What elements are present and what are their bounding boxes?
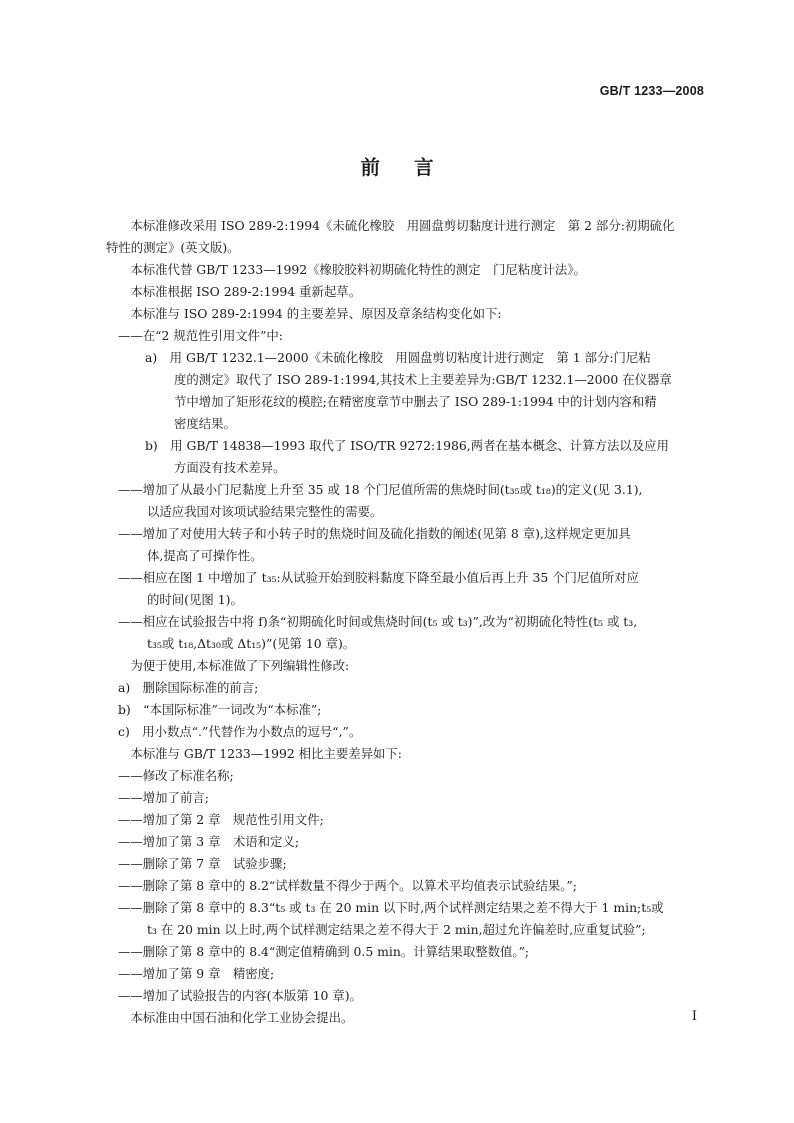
paragraph-line: 为便于使用,本标准做了下列编辑性修改: bbox=[118, 658, 350, 673]
standard-code: GB/T 1233—2008 bbox=[599, 84, 704, 98]
list-item-cont: 密度结果。 bbox=[174, 416, 236, 431]
title-char-1: 前 bbox=[360, 156, 380, 179]
list-item: ——增加了第 3 章 术语和定义; bbox=[118, 834, 300, 849]
list-item: ——删除了第 8 章中的 8.2“试样数量不得少于两个。以算术平均值表示试验结果。”; bbox=[118, 878, 577, 893]
paragraph-line: 本标准根据 ISO 289-2:1994 重新起草。 bbox=[118, 284, 362, 299]
list-item-cont: 体,提高了可操作性。 bbox=[147, 548, 263, 563]
list-item: ——增加了前言; bbox=[118, 790, 209, 805]
list-item: ——增加了第 9 章 精密度; bbox=[118, 966, 275, 981]
list-item: ——在“2 规范性引用文件”中: bbox=[118, 328, 283, 343]
paragraph-line: 本标准代替 GB/T 1233—1992《橡胶胶料初期硫化特性的测定 门尼粘度计法》。 bbox=[118, 262, 586, 277]
list-item: a) 用 GB/T 1232.1—2000《未硫化橡胶 用圆盘剪切粘度计进行测定 第 1 部分:门尼粘 bbox=[145, 350, 651, 365]
list-item: ——相应在图 1 中增加了 t₃₅:从试验开始到胶料黏度下降至最小值后再上升 35 个门尼值所对应 bbox=[118, 570, 639, 585]
list-item: ——增加了对使用大转子和小转子时的焦烧时间及硫化指数的阐述(见第 8 章),这样规定更加具 bbox=[118, 526, 631, 541]
list-item-cont: 方面没有技术差异。 bbox=[174, 460, 286, 475]
list-item: ——删除了第 8 章中的 8.4“测定值精确到 0.5 min。计算结果取整数值。”; bbox=[118, 944, 530, 959]
list-item: ——增加了从最小门尼黏度上升至 35 或 18 个门尼值所需的焦烧时间(t₃₅或 t₁₈)的定义(见 3.1), bbox=[118, 482, 643, 497]
list-item: ——增加了第 2 章 规范性引用文件; bbox=[118, 812, 324, 827]
list-item-cont: 节中增加了矩形花纹的模腔;在精密度章节中删去了 ISO 289-1:1994 中的计划内容和精 bbox=[174, 394, 657, 409]
page-title bbox=[0, 152, 794, 180]
list-item-cont: t₃₅或 t₁₈,Δt₃₀或 Δt₁₅)”(见第 10 章)。 bbox=[147, 636, 356, 651]
list-item: ——相应在试验报告中将 f)条“初期硫化时间或焦烧时间(t₅ 或 t₃)”,改为“初期硫化特性(t₅ 或 t₃, bbox=[118, 614, 638, 629]
paragraph-line: 本标准与 GB/T 1233—1992 相比主要差异如下: bbox=[118, 746, 402, 761]
page-number: I bbox=[691, 1009, 697, 1024]
paragraph-line: 本标准与 ISO 289-2:1994 的主要差异、原因及章条结构变化如下: bbox=[118, 306, 502, 321]
list-item: ——删除了第 7 章 试验步骤; bbox=[118, 856, 287, 871]
paragraph-line: 特性的测定》(英文版)。 bbox=[106, 240, 240, 255]
list-item: b) 用 GB/T 14838—1993 取代了 ISO/TR 9272:1986,两者在基本概念、计算方法以及应用 bbox=[145, 438, 669, 453]
title-char-2: 言 bbox=[414, 156, 434, 179]
list-item: c) 用小数点“.”代替作为小数点的逗号“,”。 bbox=[118, 724, 362, 739]
list-item-cont: t₃ 在 20 min 以上时,两个试样测定结果之差不得大于 2 min,超过允许偏差时,应重复试验”; bbox=[147, 922, 646, 937]
list-item-cont: 以适应我国对该项试验结果完整性的需要。 bbox=[147, 504, 383, 519]
list-item-cont: 的时间(见图 1)。 bbox=[147, 592, 243, 607]
list-item: b) “本国际标准”一词改为“本标准”; bbox=[118, 702, 322, 717]
paragraph-line: 本标准修改采用 ISO 289-2:1994《未硫化橡胶 用圆盘剪切黏度计进行测定 第 2 部分:初期硫化 bbox=[118, 218, 675, 233]
paragraph-line: 本标准由中国石油和化学工业协会提出。 bbox=[118, 1010, 354, 1025]
list-item: a) 删除国际标准的前言; bbox=[118, 680, 259, 695]
list-item: ——修改了标准名称; bbox=[118, 768, 234, 783]
list-item-cont: 度的测定》取代了 ISO 289-1:1994,其技术上主要差异为:GB/T 1232.1—2000 在仪器章 bbox=[174, 372, 672, 387]
list-item: ——删除了第 8 章中的 8.3“t₅ 或 t₃ 在 20 min 以下时,两个试样测定结果之差不得大于 1 min;t₅或 bbox=[118, 900, 664, 915]
list-item: ——增加了试验报告的内容(本版第 10 章)。 bbox=[118, 988, 362, 1003]
